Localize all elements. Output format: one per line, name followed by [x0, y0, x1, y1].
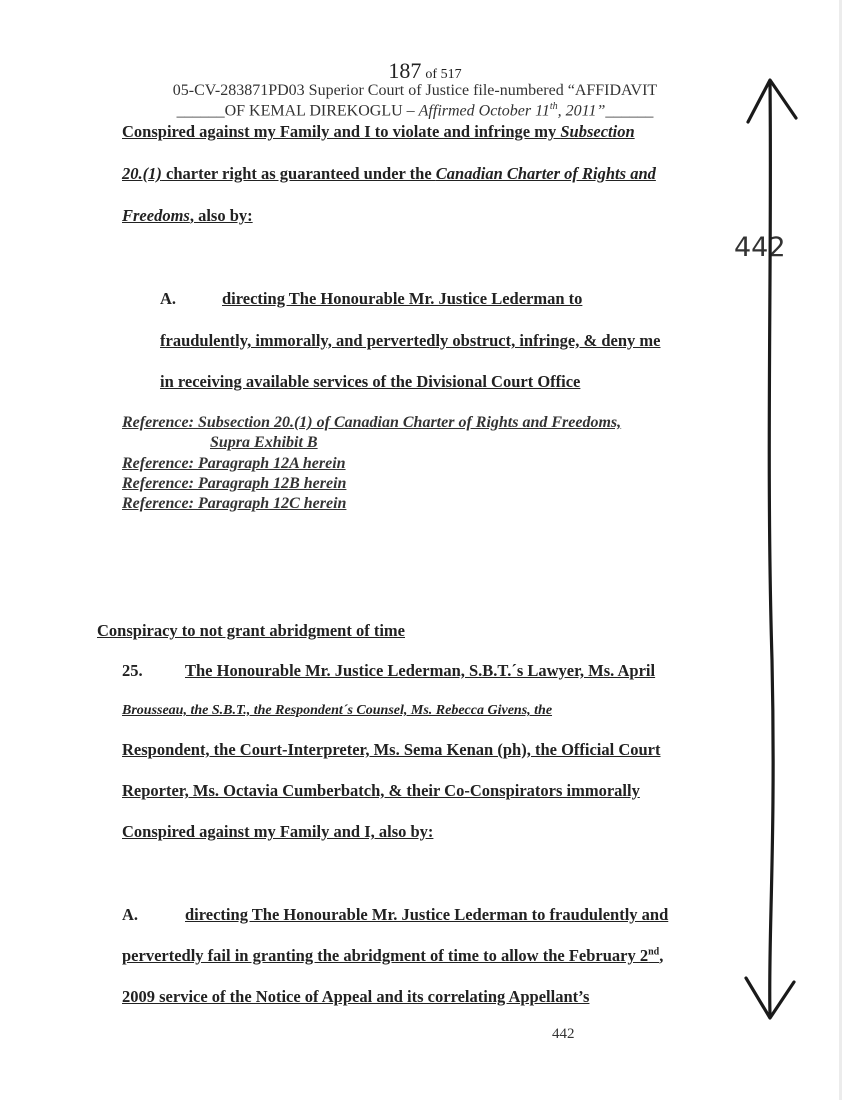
section-heading: Conspiracy to not grant abridgment of time	[97, 621, 405, 640]
margin-page-annotation: 442	[734, 232, 786, 263]
reference-line: Reference: Subsection 20.(1) of Canadian Charter of Rights and Freedoms,	[122, 414, 622, 431]
item-line: directing The Honourable Mr. Justice Lederman to fraudulently and	[185, 905, 669, 924]
double-arrow-icon	[720, 60, 810, 1030]
paragraph-number: 25.	[122, 661, 143, 680]
paragraph-line: Freedoms, also by:	[122, 206, 253, 225]
page-counter-total: of 517	[425, 67, 462, 82]
paragraph-line: Reporter, Ms. Octavia Cumberbatch, & their Co-Conspirators immorally	[122, 781, 640, 800]
paragraph-line: Conspired against my Family and I to violate and infringe my Subsection	[122, 122, 635, 141]
footer-page-number: 442	[552, 1026, 575, 1042]
paragraph-line: Conspired against my Family and I, also by:	[122, 822, 434, 841]
paragraph-line: The Honourable Mr. Justice Lederman, S.B.T.´s Lawyer, Ms. April	[185, 661, 656, 680]
item-line: in receiving available services of the Divisional Court Office	[160, 372, 581, 391]
scan-edge	[839, 0, 842, 1100]
paragraph-line: Brousseau, the S.B.T., the Respondent´s Counsel, Ms. Rebecca Givens, the	[122, 703, 553, 718]
reference-line: Reference: Paragraph 12C herein	[122, 495, 347, 512]
file-header-line-2: ______OF KEMAL DIREKOGLU – Affirmed October 11th, 2011”______	[176, 101, 654, 120]
paragraph-line: Respondent, the Court-Interpreter, Ms. Sema Kenan (ph), the Official Court	[122, 740, 661, 759]
file-header-line-1: 05-CV-283871PD03 Superior Court of Justice file-numbered “AFFIDAVIT	[172, 82, 658, 99]
reference-line: Reference: Paragraph 12A herein	[122, 455, 346, 472]
item-line: fraudulently, immorally, and pervertedly obstruct, infringe, & deny me	[160, 331, 661, 350]
item-line: 2009 service of the Notice of Appeal and its correlating Appellant’s	[122, 987, 590, 1006]
paragraph-line: 20.(1) charter right as guaranteed under the Canadian Charter of Rights and	[122, 164, 656, 183]
reference-line: Reference: Paragraph 12B herein	[122, 475, 347, 492]
reference-line: Supra Exhibit B	[210, 434, 318, 451]
item-line: directing The Honourable Mr. Justice Lederman to	[222, 289, 583, 308]
item-label: A.	[160, 289, 177, 308]
item-line: pervertedly fail in granting the abridgment of time to allow the February 2nd,	[122, 946, 664, 965]
page-counter-current: 187	[388, 58, 422, 83]
item-label: A.	[122, 905, 139, 924]
